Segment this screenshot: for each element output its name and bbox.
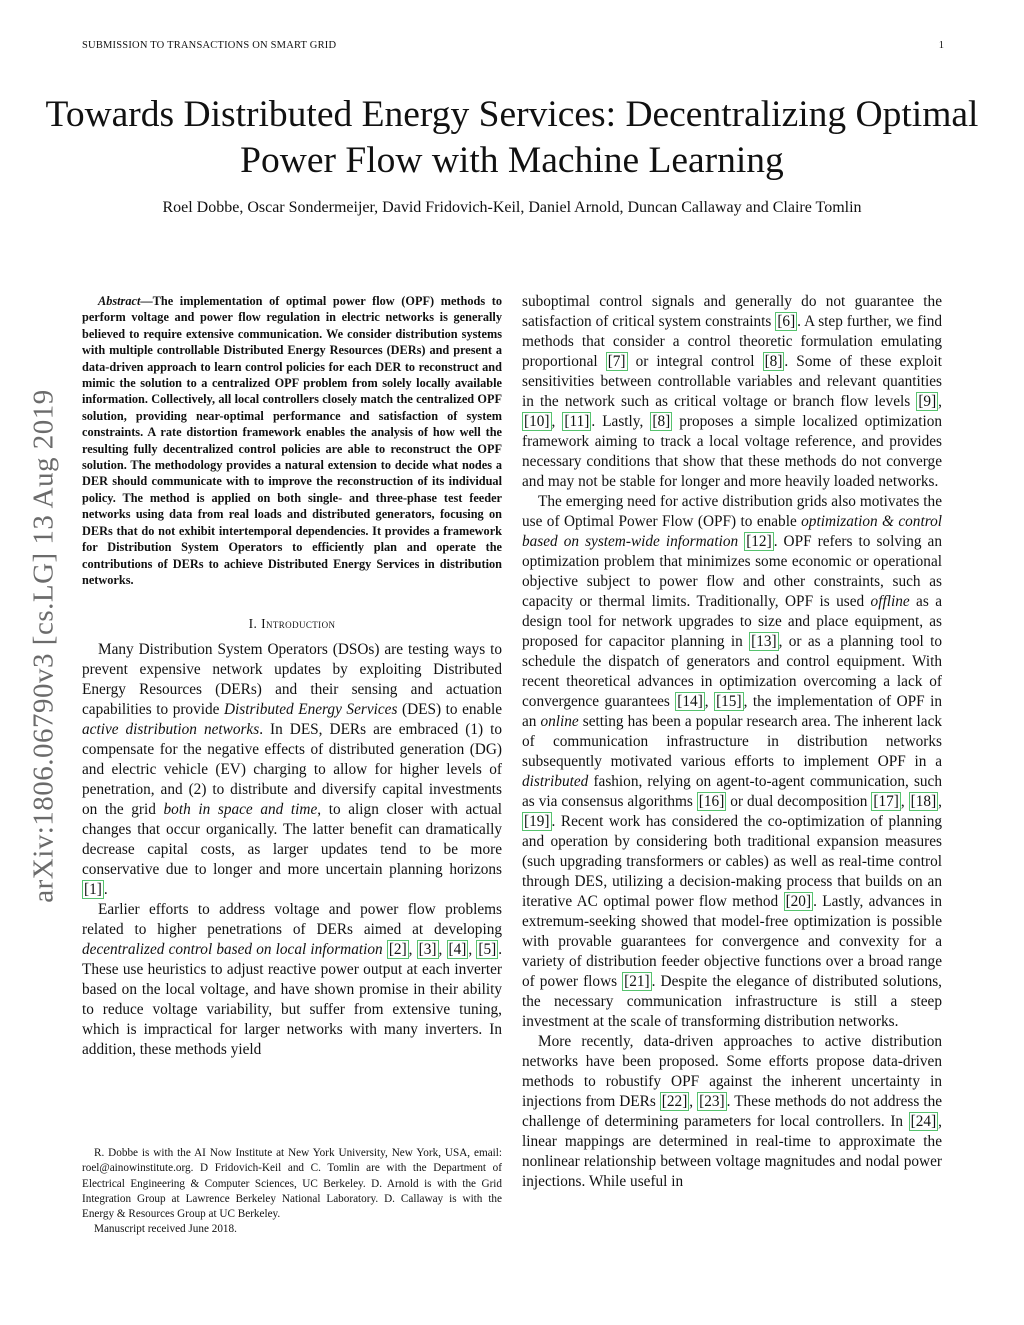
emphasis: offline xyxy=(870,593,910,610)
citation-link[interactable]: [8] xyxy=(764,353,783,370)
section-title: Introduction xyxy=(261,616,336,632)
citation-link[interactable]: [2] xyxy=(388,941,407,959)
citation-link[interactable]: [4] xyxy=(448,941,467,959)
text-run: or dual decomposition xyxy=(726,793,872,810)
left-body xyxy=(82,640,502,1060)
citation-link[interactable]: [8] xyxy=(652,413,671,430)
author-list: Roel Dobbe, Oscar Sondermeijer, David Fridovich-Keil, Daniel Arnold, Duncan Callaway and Claire Tomlin xyxy=(162,199,862,216)
citation-link[interactable]: [6] xyxy=(777,313,796,330)
citation-link[interactable]: [24] xyxy=(910,1113,937,1130)
citation-link[interactable]: [14] xyxy=(677,693,703,710)
text-run: or integral control xyxy=(627,353,763,370)
citation-link[interactable]: [12] xyxy=(746,533,772,550)
text-run: . xyxy=(103,881,108,899)
citation-link[interactable]: [15] xyxy=(716,693,742,710)
text-run: . Lastly, xyxy=(591,413,651,430)
text-run: suboptimal control signals and generally do not guarantee the satisfaction of critical system constraints xyxy=(522,293,942,330)
arxiv-stamp xyxy=(14,346,74,946)
text-run: . These methods do not address the challenge of determining parameters for local controllers. In xyxy=(522,1093,943,1130)
abstract-text: The implementation of optimal power flow (OPF) methods to perform voltage and power flow regulation in electric networks is generally believed to require extensive communication. We consider distribution systems with multiple controllable Distributed Energy Resources (DERs) and present a data-driven approach to learn control policies for each DER to reconstruct and mimic the solution to a centralized OPF problem from solely locally available information. Collectively, all local controllers closely match the centralized OPF solution, providing near-optimal performance and satisfaction of system constraints. A rate distortion framework enables the analysis of how well the resulting fully decentralized control policies are able to reconstruct the OPF solution. The methodology provides a natural extension to decide what nodes a DER should communicate with to improve the reconstruction of its individual policy. The method is applied on both single- and three-phase test feeder networks using data from real loads and distributed generators, focusing on DERs that do not exhibit intertemporal dependencies. It provides a framework for Distribution System Operators to efficiently plan and operate the contributions of DERs to achieve Distributed Energy Services in distribution networks. xyxy=(82,294,502,587)
left-column xyxy=(82,293,502,1060)
citation-link[interactable]: [23] xyxy=(699,1093,725,1110)
text-run: (DES) to enable xyxy=(397,701,503,719)
manuscript-date: Manuscript received June 2018. xyxy=(94,1223,237,1236)
text-run: . A step further, we find methods that consider a control theoretic formulation emulating proportional xyxy=(522,313,942,370)
text-run: . Some of these exploit sensitivities between controllable variables and relevant quantities in the network such as critical voltage or branch flow levels xyxy=(522,353,942,410)
citation-link[interactable]: [17] xyxy=(873,793,899,810)
text-run: The emerging need for active distribution grids also motivates the use of Optimal Power Flow (OPF) to enable xyxy=(522,493,942,530)
paragraph xyxy=(82,640,502,900)
text-run: , or as a planning tool to schedule the dispatch of generators and control equipment. With recent theoretical advances in optimization overcoming a lack of convergence guarantees xyxy=(522,633,942,710)
paper-title: Towards Distributed Energy Services: Decentralizing Optimal Power Flow with Machine Learning xyxy=(45,94,979,181)
text-run: , to align closer with actual changes that occur organically. The latter benefit can dramatically decrease capital costs, as larger updates tend to be more conservative due to longer and more uncertain planning horizons xyxy=(82,801,502,879)
citation-link[interactable]: [9] xyxy=(918,393,937,410)
citation-link[interactable]: [19] xyxy=(524,813,550,830)
affiliation-footnote: R. Dobbe is with the AI Now Institute at New York University, New York, USA, email: roel@ainowinstitute.org. D Fridovich-Keil and C. Tomlin are with the Department of Electrical Engineering & Computer Sciences, UC Berkeley. D. Arnold is with the Grid Integration Group at Lawrence Berkeley National Laboratory. D. Callaway is with the Energy & Resources Group at UC Berkeley. xyxy=(82,1147,502,1221)
text-run: as a design tool for network upgrades to size and place equipment, as proposed for capacitor planning in xyxy=(522,593,942,650)
text-run: More recently, data-driven approaches to active distribution networks have been proposed. Some efforts propose data-driven methods to robustify OPF against the inherent uncertainty in injections from DERs xyxy=(522,1033,942,1110)
text-run: . These use heuristics to adjust reactive power output at each inverter based on the local voltage, and have shown promise in their ability to reduce voltage variability, but suffer from extensive tuning, which is impractical for larger networks with many inverters. In addition, these methods yield xyxy=(82,941,503,1059)
emphasis: optimization & control based on system-wide information xyxy=(522,513,942,550)
citation-link[interactable]: [16] xyxy=(698,793,725,810)
footnotes xyxy=(82,1146,502,1238)
text-run: , linear mappings are determined in real-time to approximate the nonlinear relationship between voltage magnitudes and nodal power injections. While useful in xyxy=(522,1113,942,1190)
abstract-label: Abstract xyxy=(98,294,141,308)
right-column xyxy=(522,292,942,1192)
citation-link[interactable]: [3] xyxy=(418,941,437,959)
text-run: Earlier efforts to address voltage and power flow problems related to higher penetrations of DERs aimed at developing xyxy=(82,901,502,939)
citation-link[interactable]: [20] xyxy=(785,893,812,910)
text-run: . Despite the elegance of distributed solutions, the necessary communication infrastructure is still a steep investment at the scale of transforming distribution networks. xyxy=(522,973,942,1030)
text-run: . Recent work has considered the co-optimization of planning and operation by considering both traditional expansion measures (such upgrading transformers or cables) as well as real-time control through DES, utilizing a decision-making process that builds on an iterative AC optimal power flow method xyxy=(522,813,942,910)
paragraph: Earlier efforts to address voltage and power flow problems related to higher penetrations of DERs aimed at developing decentralized control based on local information [2] , [3] , [4] , [5] . These use heuristics to adjust reactive power output at each inverter based on the local voltage, and have shown promise in their ability to reduce voltage variability, but suffer from extensive tuning, which is impractical for larger networks with many inverters. In addition, these methods yield xyxy=(82,901,503,1059)
page-number: 1 xyxy=(938,40,944,51)
emphasis: online xyxy=(540,713,579,730)
abstract: Abstract—The implementation of optimal power flow (OPF) methods to perform voltage and power flow regulation in electric networks is generally believed to require extensive communication. We consider distribution systems with multiple controllable Distributed Energy Resources (DERs) and present a data-driven approach to learn control policies for each DER to reconstruct and mimic the solution to a centralized OPF problem from solely locally available information. Collectively, all local controllers closely match the centralized OPF solution, providing near-optimal performance and satisfaction of system constraints. A rate distortion framework enables the analysis of how well the resulting fully decentralized control policies are able to reconstruct the OPF solution. The methodology provides a natural extension to decide what nodes a DER should communicate with to improve the reconstruction of its individual policy. The method is applied on both single- and three-phase test feeder networks using data from real loads and distributed generators, focusing on DERs that do not exhibit intertemporal dependencies. It provides a framework for Distribution System Operators to efficiently plan and operate the contributions of DERs to achieve Distributed Energy Services in distribution networks. xyxy=(82,294,502,587)
text-run: proposes a simple localized optimization framework aiming to track a local voltage reference, and provides necessary conditions that show that these methods do not converge and may not be stable for longer and more heavily loaded networks. xyxy=(522,413,942,490)
citation-link[interactable]: [22] xyxy=(661,1093,688,1110)
emphasis: active distribution networks xyxy=(82,721,260,739)
citation-link[interactable]: [13] xyxy=(751,633,777,650)
section-heading-introduction xyxy=(82,616,502,632)
text-run: , the implementation of OPF in an xyxy=(522,693,942,730)
running-head: SUBMISSION TO TRANSACTIONS ON SMART GRID xyxy=(82,40,337,51)
citation-link[interactable]: [5] xyxy=(478,941,497,959)
paragraph: suboptimal control signals and generally do not guarantee the satisfaction of critical system constraints [6] . A step further, we find methods that consider a control theoretic formulation emulating proportional [7] or integral control [8] . Some of these exploit sensitivities between controllable variables and relevant quantities in the network such as critical voltage or branch flow levels [9] , [10] , [11] . Lastly, [8] proposes a simple localized optimization framework aiming to track a local voltage reference, and provides necessary conditions that show that these methods do not converge and may not be stable for longer and more heavily loaded networks. xyxy=(522,293,942,490)
citation-link[interactable]: [7] xyxy=(607,353,626,370)
citation-link[interactable]: [18] xyxy=(910,793,937,810)
citation-link[interactable]: [10] xyxy=(524,413,550,430)
emphasis: both in space and time xyxy=(163,801,318,819)
section-numeral: I. xyxy=(248,616,258,632)
text-run: fashion, relying on agent-to-agent communication, such as via consensus algorithms xyxy=(522,773,942,810)
text-run: Many Distribution System Operators (DSOs) are testing ways to prevent expensive network updates by exploiting Distributed Energy Resources (DERs) and their sensing and actuation capabilities to provide xyxy=(82,641,502,719)
text-run: . In DES, DERs are embraced (1) to compensate for the negative effects of distributed generation (DG) and electric vehicle (EV) charging to allow for higher levels of penetration, and (2) to distribute and diversify capital investments on the grid xyxy=(82,721,502,819)
citation-link[interactable]: [1] xyxy=(84,881,102,899)
emphasis: Distributed Energy Services xyxy=(224,701,398,719)
paragraph: More recently, data-driven approaches to active distribution networks have been proposed. Some efforts propose data-driven methods to robustify OPF against the inherent uncertainty in injections from DERs [22] , [23] . These methods do not address the challenge of determining parameters for local controllers. In [24] , linear mappings are determined in real-time to approximate the nonlinear relationship between voltage magnitudes and nodal power injections. While useful in xyxy=(522,1033,943,1190)
citation-link[interactable]: [11] xyxy=(564,413,590,430)
citation-link[interactable]: [21] xyxy=(624,973,650,990)
paragraph: The emerging need for active distribution grids also motivates the use of Optimal Power Flow (OPF) to enable optimization & control based on system-wide information [12] . OPF refers to solving an optimization problem that minimizes some economic or operational objective subject to power flow and other constraints, such as capacity or thermal limits. Traditionally, OPF is used offline as a design tool for network upgrades to size and place equipment, as proposed for capacitor planning in [13] , or as a planning tool to schedule the dispatch of generators and control equipment. With recent theoretical advances in optimization overcoming a lack of convergence guarantees [14] , [15] , the implementation of OPF in an online setting has been a popular research area. The inherent lack of communication infrastructure in distribution networks subsequently motivated various efforts to implement OPF in a distributed fashion, relying on agent-to-agent communication, such as via consensus algorithms [16] or dual decomposition [17] , [18] , [19] . Recent work has considered the co-optimization of planning and operation by considering both traditional expansion measures (such upgrading transformers or cables) as well as real-time control through DES, utilizing a decision-making process that builds on an iterative AC optimal power flow method [20] . Lastly, advances in extremum-seeking showed that model-free optimization is possible with provable guarantees for convergence and convexity for a variety of distribution feeder objective functions over a broad range of power flows [21] . Despite the elegance of distributed solutions, the necessary communication infrastructure is still a steep investment at the scale of transforming distribution networks. xyxy=(522,493,943,1030)
text-run: . Lastly, advances in extremum-seeking showed that model-free optimization is possible with provable guarantees for convergence and convexity for a variety of distribution feeder objective functions over a broad range of power flows xyxy=(522,893,942,990)
text-run: . OPF refers to solving an optimization problem that minimizes some economic or operational objective subject to power flow and other constraints, such as capacity or thermal limits. Traditionally, OPF is used xyxy=(522,533,942,610)
arxiv-identifier: arXiv:1806.06790v3 [cs.LG] 13 Aug 2019 xyxy=(27,389,60,903)
emphasis: distributed xyxy=(522,773,589,790)
text-run: setting has been a popular research area. The inherent lack of communication infrastructure in distribution networks subsequently motivated various efforts to implement OPF in a xyxy=(522,713,943,770)
emphasis: decentralized control based on local information xyxy=(82,941,383,959)
